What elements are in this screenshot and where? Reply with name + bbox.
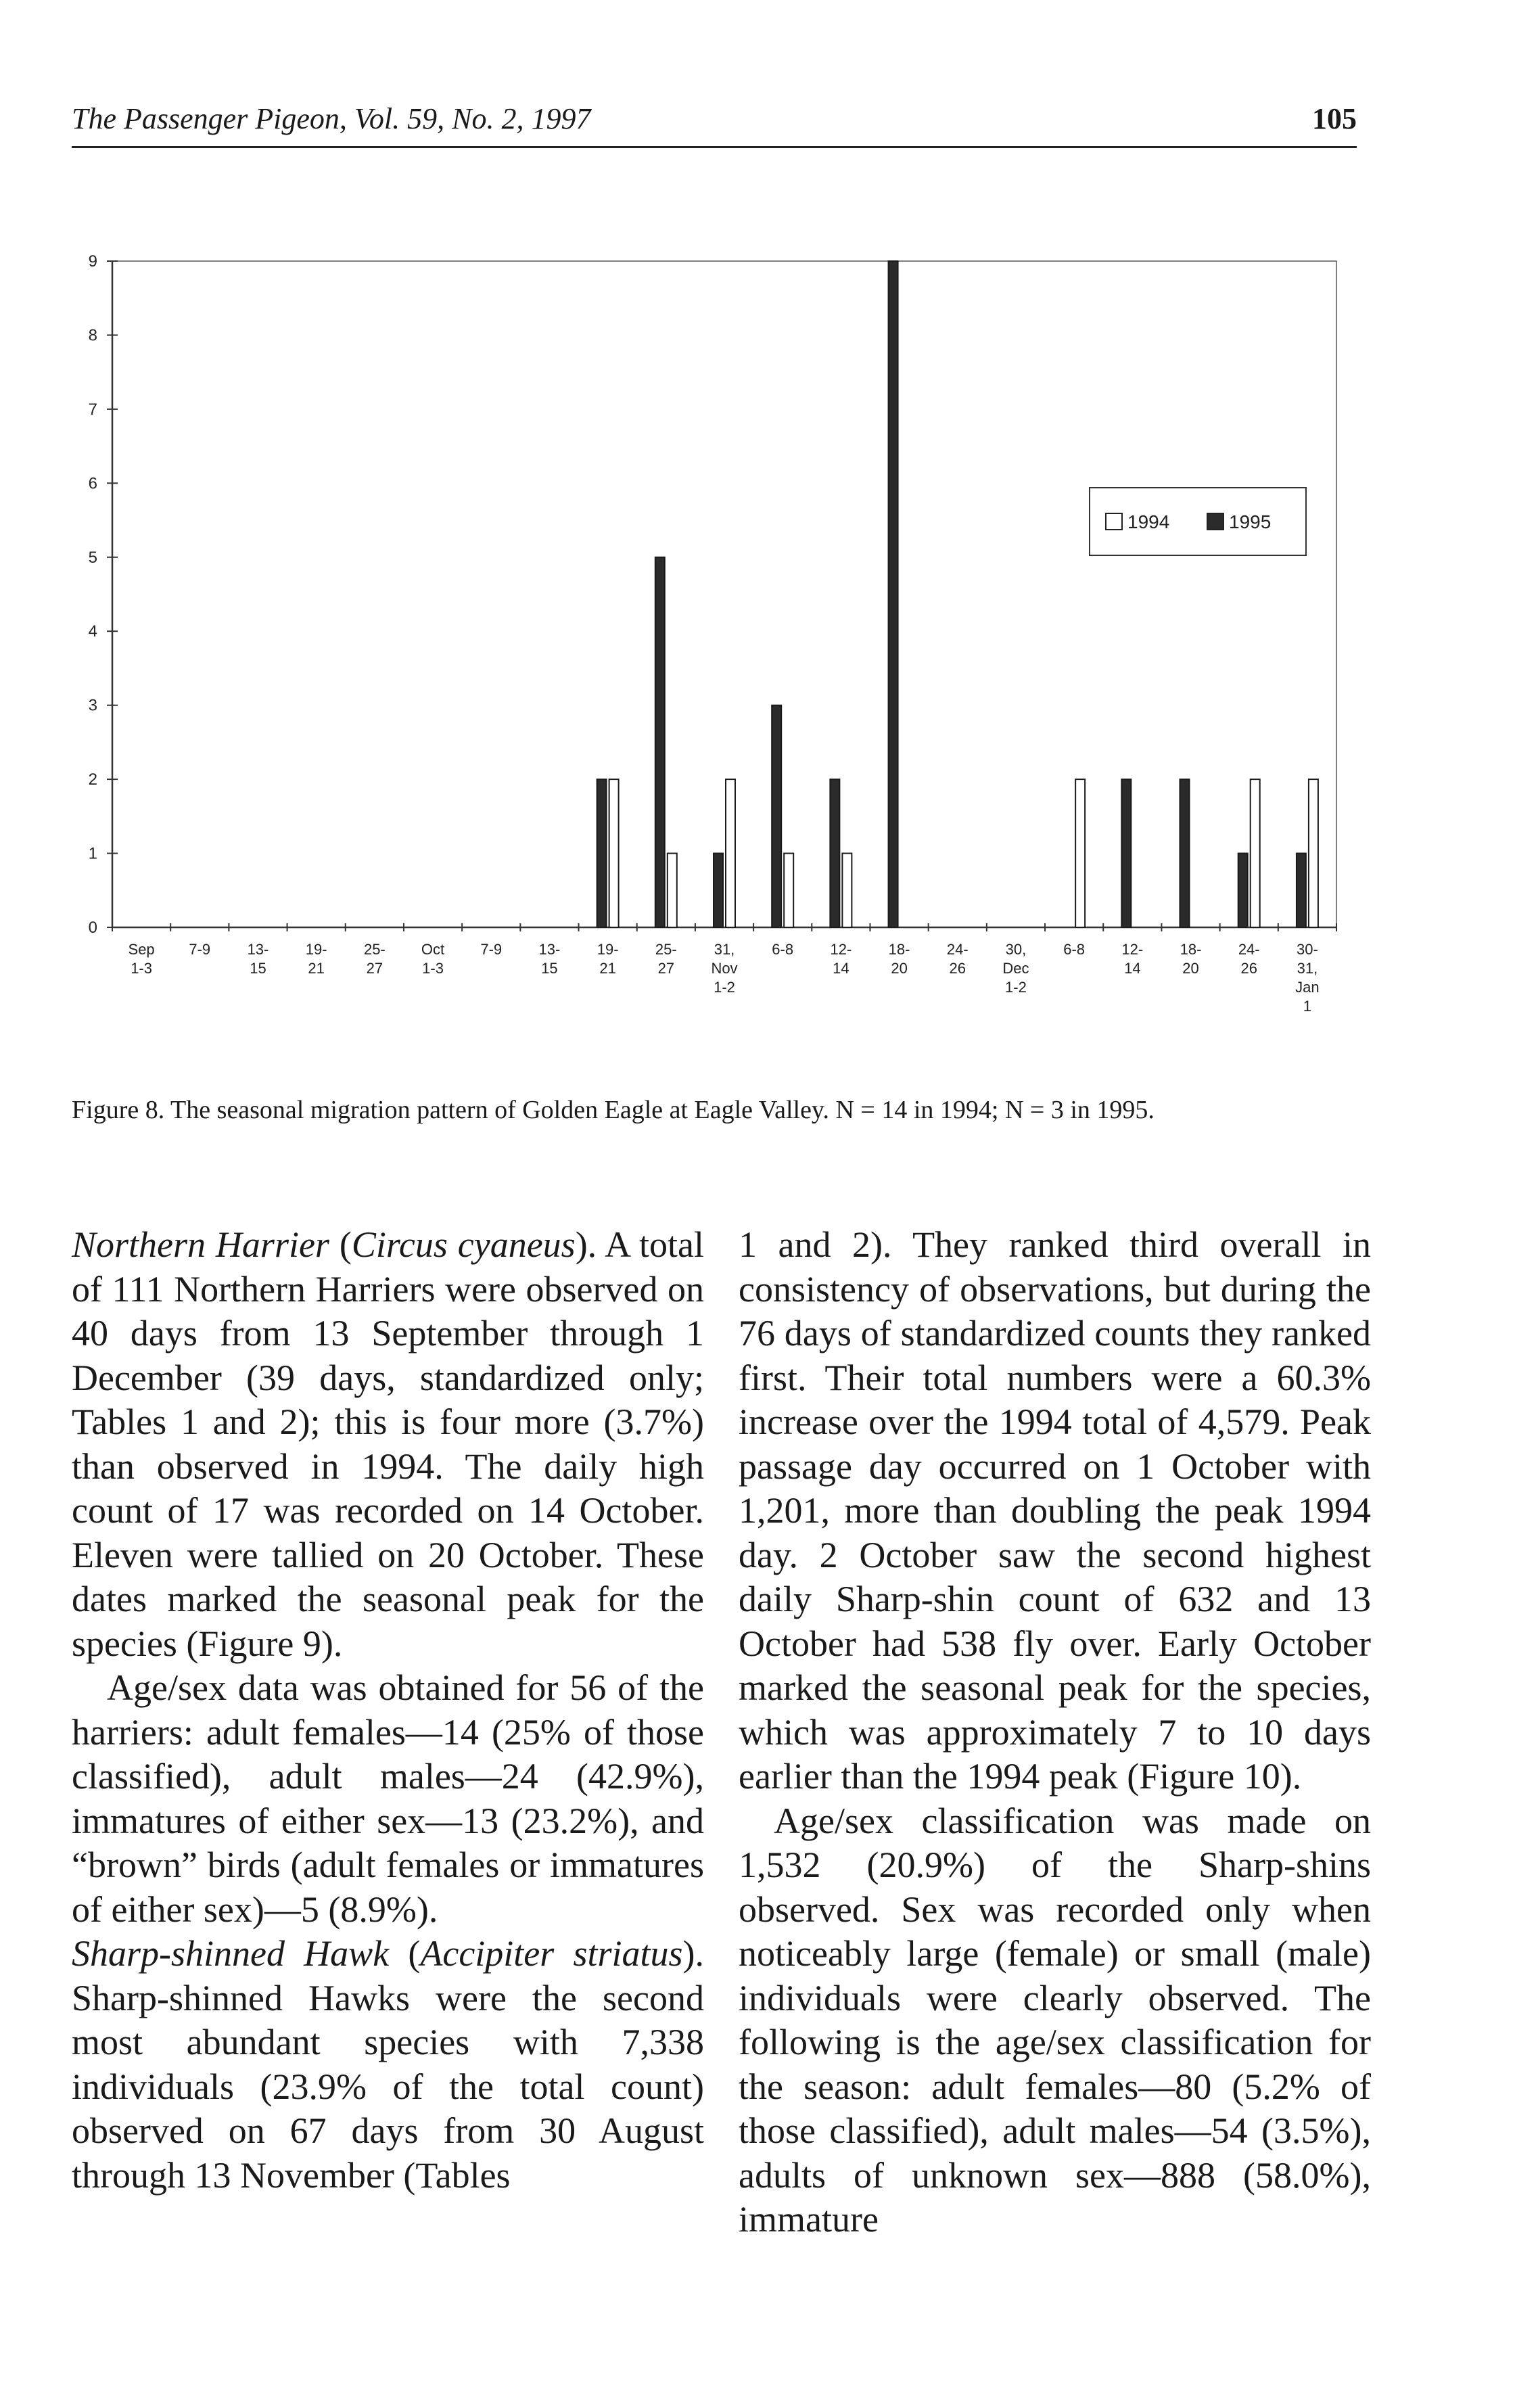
x-tick-label: Sep [128,941,155,958]
bar-1995 [1180,779,1190,927]
bar-1994 [1075,779,1085,927]
legend-label-1994: 1994 [1127,511,1170,532]
x-tick-label: 26 [949,960,966,977]
bar-1995 [655,557,665,927]
y-tick-label: 9 [88,252,97,271]
legend-label-1995: 1995 [1229,511,1272,532]
figure-8 [65,248,1364,1066]
x-tick-label: Oct [421,941,445,958]
page-number: 105 [1312,102,1357,135]
x-tick-label: 15 [250,960,266,977]
paragraph-northern-harrier [72,1223,704,1666]
x-tick-label: 24- [946,941,969,958]
paragraph-harrier-age-sex: Age/sex data was obtained for 56 of the harriers: adult females—14 (25% of those classified), adult males—24 (42.9%), immatures of either sex—13 (23.2%), and “brown” birds (adult females or immatures of either sex)—5 (8.9%). [72,1667,704,1930]
bar-1995 [1121,779,1131,927]
bar-1995 [1297,854,1306,927]
bar-1994 [1309,779,1318,927]
x-tick-label: 1-2 [1005,979,1027,996]
species-latin: Circus cyaneus [351,1224,576,1265]
y-tick-label: 6 [88,474,97,493]
y-tick-label: 0 [88,919,97,937]
x-tick-label: 13- [538,941,561,958]
bar-1995 [714,854,723,927]
bar-1995 [830,779,839,927]
paragraph-text: Sharp-shinned Hawks were the second most abundant species with 7,338 individuals (23.9% of the total count) observed on 67 days from 30 August through 13 November (Tables [72,1977,704,2196]
species-heading: Northern Harrier [72,1224,329,1265]
x-tick-label: 13- [247,941,269,958]
x-tick-label: 21 [599,960,616,977]
x-tick-label: 25- [363,941,386,958]
text-column-left [72,1223,704,2198]
x-tick-label: 1-3 [131,960,152,977]
x-tick-label: 25- [655,941,677,958]
bar-1995 [772,705,781,927]
species-heading: Sharp-shinned Hawk [72,1933,390,1974]
x-tick-label: 24- [1238,941,1260,958]
legend-swatch-1994 [1106,513,1122,530]
paragraph-sharp-shin-age-sex: Age/sex classification was made on 1,532 (20.9%) of the Sharp-shins observed. Sex was recorded only when noticeably large (female) or small (male) individuals were clearly observed. The following is the age/sex classification for the season: adult females—80 (5.2% of those classified), adult males—54 (3.5%), adults of unknown sex—888 (58.0%), immature [739,1800,1371,2240]
bar-1994 [726,779,735,927]
x-tick-label: 7-9 [189,941,211,958]
x-tick-label: 26 [1240,960,1257,977]
x-tick-label: 27 [657,960,675,977]
x-tick-label: 31, [1297,960,1318,977]
legend-swatch-1995 [1207,513,1223,530]
golden-eagle-bar-chart [65,248,1364,1066]
paren-close: ). [575,1224,597,1265]
x-tick-label: 27 [366,960,383,977]
y-tick-label: 2 [88,770,97,789]
y-tick-label: 4 [88,622,97,641]
x-tick-label: 1-3 [422,960,444,977]
paragraph-sharp-shinned-hawk [72,1932,704,2198]
x-tick-label: 1 [1303,998,1312,1015]
x-tick-label: Nov [711,960,738,977]
paragraph-text: A total of 111 Northern Harriers were observed on 40 days from 13 September through 1 December (39 days, standardized only; Tables 1 and 2); this is four more (3.7%) than observed in 1994. The daily high count of 17 was recorded on 14 October. Eleven were tallied on 20 October. These dates marked the seasonal peak for the species (Figure 9). [72,1224,705,1664]
x-tick-label: 6-8 [772,941,794,958]
x-tick-label: 12- [830,941,852,958]
bar-1995 [597,779,607,927]
y-tick-label: 8 [88,326,97,345]
bar-1994 [1251,779,1260,927]
y-tick-label: 1 [88,844,97,863]
journal-title: The Passenger Pigeon, Vol. 59, No. 2, 1997 [72,102,591,135]
x-tick-label: 18- [888,941,910,958]
plot-frame [112,261,1336,927]
bar-1995 [889,261,898,927]
y-tick-label: 5 [88,548,97,567]
paren-open: ( [389,1933,421,1974]
x-tick-label: 6-8 [1063,941,1086,958]
x-tick-label: 31, [714,941,735,958]
x-tick-label: 20 [891,960,908,977]
x-tick-label: 19- [305,941,327,958]
x-tick-label: 30- [1297,941,1318,958]
x-tick-label: 14 [1124,960,1141,977]
bar-1994 [609,779,619,927]
paragraph-sharp-shin-continued: 1 and 2). They ranked third overall in consistency of observations, but during the 76 days of standardized counts they ranked first. Their total numbers were a 60.3% increase over the 1994 total of 4,579. Peak passage day occurred on 1 October with 1,201, more than doubling the peak 1994 day. 2 October saw the second highest daily Sharp-shin count of 632 and 13 October had 538 fly over. Early October marked the seasonal peak for the species, which was approximately 7 to 10 days earlier than the 1994 peak (Figure 10). [739,1224,1371,1797]
x-tick-label: 30, [1005,941,1027,958]
x-tick-label: 1-2 [714,979,735,996]
x-tick-label: 14 [833,960,849,977]
bar-1994 [784,854,793,927]
x-tick-label: 20 [1182,960,1199,977]
figure-caption: Figure 8. The seasonal migration pattern of Golden Eagle at Eagle Valley. N = 14 in 1994; N = 3 in 1995. [72,1096,1155,1124]
text-column-right [739,1223,1371,2242]
bar-1995 [1238,854,1248,927]
x-tick-label: Dec [1002,960,1029,977]
x-tick-label: Jan [1295,979,1320,996]
bar-1994 [668,854,677,927]
species-latin: Accipiter striatus [420,1933,683,1974]
bar-1994 [842,854,852,927]
header-rule [72,146,1357,148]
paren-open: ( [329,1224,352,1265]
x-tick-label: 19- [597,941,619,958]
paren-close: ). [682,1933,705,1974]
x-tick-label: 7-9 [480,941,503,958]
x-tick-label: 18- [1180,941,1202,958]
x-tick-label: 15 [541,960,558,977]
y-tick-label: 7 [88,400,97,419]
x-tick-label: 12- [1121,941,1144,958]
x-tick-label: 21 [308,960,325,977]
running-header [72,96,1357,150]
y-tick-label: 3 [88,696,97,715]
